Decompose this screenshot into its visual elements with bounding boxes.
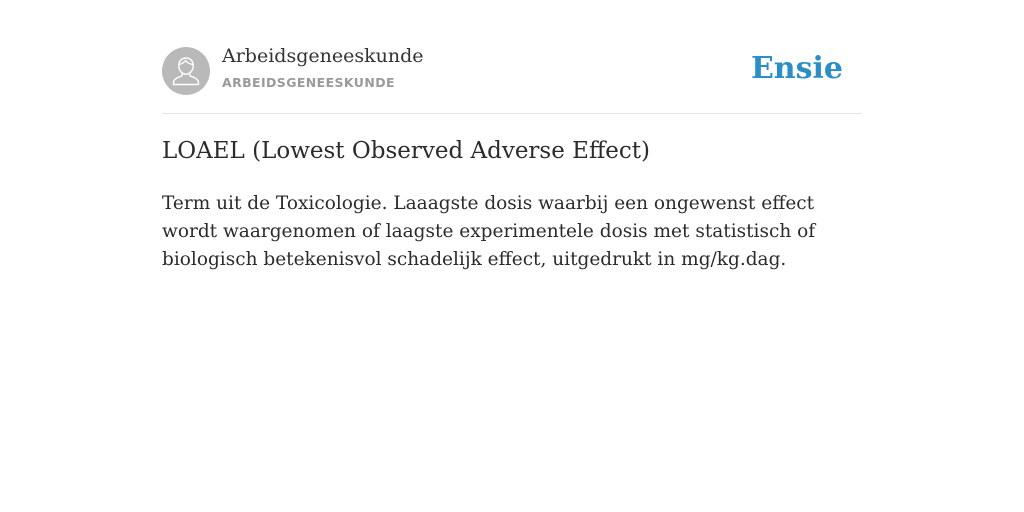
entry-definition: Term uit de Toxicologie. Laaagste dosis waarbij een ongewenst effect wordt waargenomen of laagste experimentele dosis met statistisch of biologisch betekenisvol schadelijk effect, uitgedrukt in mg/kg.dag. [162,193,816,270]
author-name[interactable]: Arbeidsgeneeskunde [222,45,424,67]
entry-header [162,0,862,114]
user-silhouette-icon [162,47,210,95]
author-avatar[interactable] [162,47,210,95]
brand-logo[interactable]: Ensie [750,51,843,86]
entry-title: LOAEL (Lowest Observed Adverse Effect) [162,138,650,164]
entry-card [162,0,862,270]
author-category: ARBEIDSGENEESKUNDE [222,75,395,90]
